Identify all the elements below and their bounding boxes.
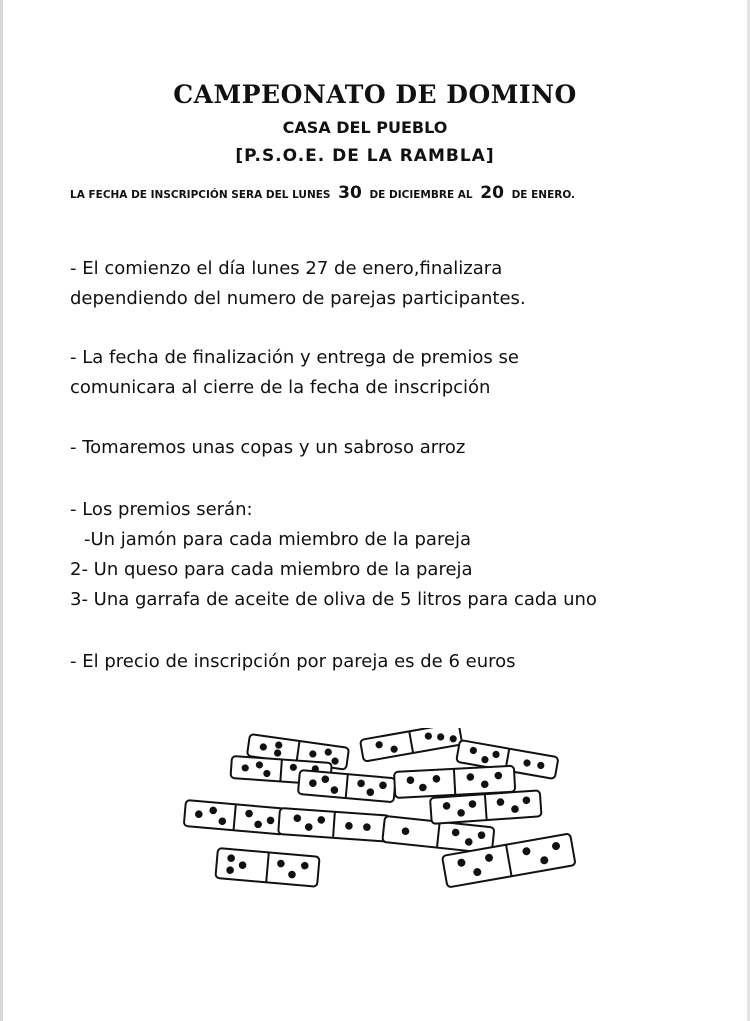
prizes-paragraph [70,495,690,615]
dates-prefix: LA FECHA DE INSCRIPCIÓN SERA DEL LUNES [70,189,331,201]
dates-start-day: 30 [338,183,362,203]
prize-item: 3- Una garrafa de aceite de oliva de 5 litros para cada uno [70,589,597,610]
dates-suffix: DE ENERO. [511,189,576,201]
end-date-line-1: - La fecha de finalización y entrega de premios se [70,347,519,368]
poster-subtitle: CASA DEL PUEBLO [282,118,448,137]
prize-item: -Un jamón para cada miembro de la pareja [84,529,472,550]
start-line-1: - El comienzo el día lunes 27 de enero,finalizara [70,258,503,279]
party-name: [P.S.O.E. DE LA RAMBLA] [235,146,495,166]
dates-end-day: 20 [480,183,504,203]
prizes-title: - Los premios serán: [70,499,253,520]
food-paragraph [70,433,690,463]
dates-middle: DE DICIEMBRE AL [369,189,473,201]
registration-dates [70,183,700,203]
prize-item: 2- Un queso para cada miembro de la pareja [70,559,473,580]
end-date-paragraph [70,343,690,403]
food-line: - Tomaremos unas copas y un sabroso arroz [70,437,466,458]
end-date-line-2: comunicara al cierre de la fecha de inscripción [70,377,491,398]
price-paragraph [70,647,690,677]
poster-title: CAMPEONATO DE DOMINO [173,80,577,109]
start-line-2: dependiendo del numero de parejas participantes. [70,288,526,309]
dominoes-icon [180,728,580,898]
start-paragraph [70,254,690,314]
price-line: - El precio de inscripción por pareja es de 6 euros [70,651,516,672]
